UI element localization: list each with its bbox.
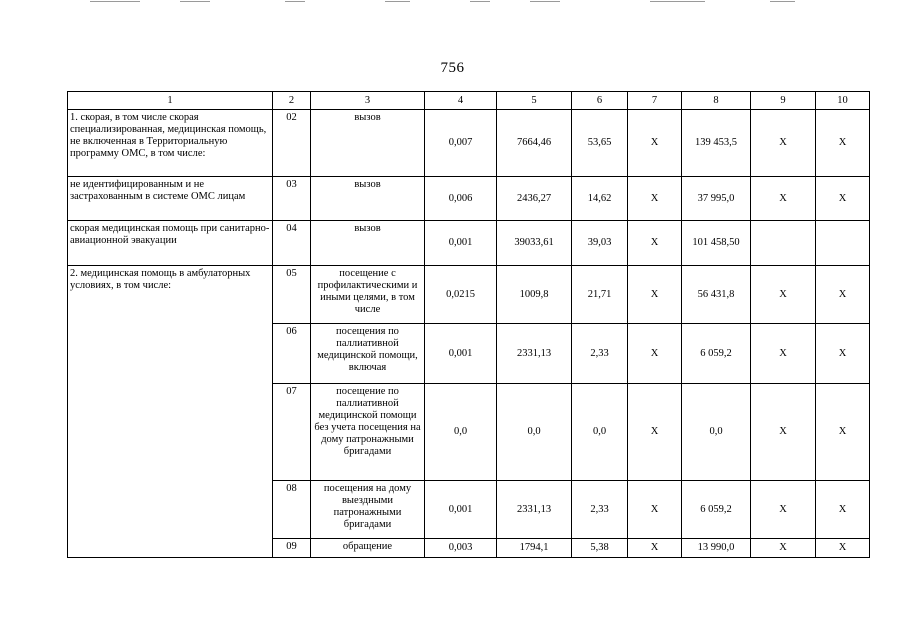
row-unit: вызов — [311, 110, 425, 177]
column-header: 7 — [628, 92, 682, 110]
cell-c10: X — [816, 539, 870, 558]
column-header: 8 — [682, 92, 751, 110]
column-header: 10 — [816, 92, 870, 110]
cell-c6: 21,71 — [572, 266, 628, 324]
cell-c4: 0,0215 — [425, 266, 497, 324]
cell-c4: 0,0 — [425, 384, 497, 481]
header-row — [68, 92, 870, 110]
column-header: 2 — [273, 92, 311, 110]
column-header: 5 — [497, 92, 572, 110]
cell-c8: 139 453,5 — [682, 110, 751, 177]
cell-c4: 0,007 — [425, 110, 497, 177]
cell-c9: X — [751, 324, 816, 384]
column-header: 3 — [311, 92, 425, 110]
row-name: скорая медицинская помощь при санитарно-авиационной эвакуации — [68, 221, 273, 266]
row-unit: обращение — [311, 539, 425, 558]
table-row — [68, 266, 870, 324]
cell-c8: 101 458,50 — [682, 221, 751, 266]
row-name: 2. медицинская помощь в амбулаторных условиях, в том числе: — [68, 266, 273, 558]
cell-c5: 2436,27 — [497, 177, 572, 221]
row-unit: посещения по паллиативной медицинской помощи, включая — [311, 324, 425, 384]
row-code: 03 — [273, 177, 311, 221]
cell-c7: X — [628, 266, 682, 324]
cell-c9: X — [751, 384, 816, 481]
cell-c5: 1009,8 — [497, 266, 572, 324]
cell-c8: 13 990,0 — [682, 539, 751, 558]
column-header: 4 — [425, 92, 497, 110]
cell-c9: X — [751, 539, 816, 558]
cell-c7: X — [628, 110, 682, 177]
row-unit: вызов — [311, 221, 425, 266]
row-unit: посещение с профилактическими и иными целями, в том числе — [311, 266, 425, 324]
row-code: 09 — [273, 539, 311, 558]
cell-c10: X — [816, 481, 870, 539]
row-code: 08 — [273, 481, 311, 539]
cell-c9 — [751, 221, 816, 266]
cell-c9: X — [751, 110, 816, 177]
cell-c10: X — [816, 266, 870, 324]
cell-c5: 2331,13 — [497, 481, 572, 539]
row-code: 07 — [273, 384, 311, 481]
cell-c9: X — [751, 266, 816, 324]
cell-c9: X — [751, 177, 816, 221]
cell-c8: 56 431,8 — [682, 266, 751, 324]
table-row — [68, 110, 870, 177]
cell-c7: X — [628, 384, 682, 481]
cell-c4: 0,006 — [425, 177, 497, 221]
cell-c8: 6 059,2 — [682, 324, 751, 384]
cell-c5: 1794,1 — [497, 539, 572, 558]
cell-c4: 0,001 — [425, 481, 497, 539]
cell-c6: 5,38 — [572, 539, 628, 558]
cell-c9: X — [751, 481, 816, 539]
cell-c5: 39033,61 — [497, 221, 572, 266]
row-code: 06 — [273, 324, 311, 384]
row-code: 05 — [273, 266, 311, 324]
cell-c10: X — [816, 384, 870, 481]
cell-c7: X — [628, 481, 682, 539]
cell-c8: 37 995,0 — [682, 177, 751, 221]
cell-c5: 0,0 — [497, 384, 572, 481]
page-number: 756 — [440, 60, 465, 76]
cell-c6: 14,62 — [572, 177, 628, 221]
cell-c10: X — [816, 177, 870, 221]
cell-c6: 53,65 — [572, 110, 628, 177]
cell-c4: 0,003 — [425, 539, 497, 558]
row-unit: посещение по паллиативной медицинской помощи без учета посещения на дому патронажными бригадами — [311, 384, 425, 481]
cell-c7: X — [628, 539, 682, 558]
cell-c7: X — [628, 324, 682, 384]
column-header: 1 — [68, 92, 273, 110]
cell-c4: 0,001 — [425, 221, 497, 266]
row-code: 04 — [273, 221, 311, 266]
row-name: 1. скорая, в том числе скорая специализированная, медицинская помощь, не включенная в Территориальную программу ОМС, в том числе: — [68, 110, 273, 177]
cell-c10 — [816, 221, 870, 266]
row-name: не идентифицированным и не застрахованным в системе ОМС лицам — [68, 177, 273, 221]
table-row — [68, 177, 870, 221]
cell-c10: X — [816, 110, 870, 177]
cell-c10: X — [816, 324, 870, 384]
cell-c4: 0,001 — [425, 324, 497, 384]
cell-c5: 2331,13 — [497, 324, 572, 384]
column-header: 9 — [751, 92, 816, 110]
cell-c7: X — [628, 177, 682, 221]
row-code: 02 — [273, 110, 311, 177]
cell-c5: 7664,46 — [497, 110, 572, 177]
cell-c8: 6 059,2 — [682, 481, 751, 539]
cell-c6: 2,33 — [572, 324, 628, 384]
row-unit: посещения на дому выездными патронажными бригадами — [311, 481, 425, 539]
cell-c6: 2,33 — [572, 481, 628, 539]
cell-c7: X — [628, 221, 682, 266]
cell-c6: 0,0 — [572, 384, 628, 481]
table-row — [68, 221, 870, 266]
column-header: 6 — [572, 92, 628, 110]
cell-c8: 0,0 — [682, 384, 751, 481]
cell-c6: 39,03 — [572, 221, 628, 266]
data-table — [67, 91, 870, 558]
scan-edge-marks — [0, 0, 905, 4]
row-unit: вызов — [311, 177, 425, 221]
